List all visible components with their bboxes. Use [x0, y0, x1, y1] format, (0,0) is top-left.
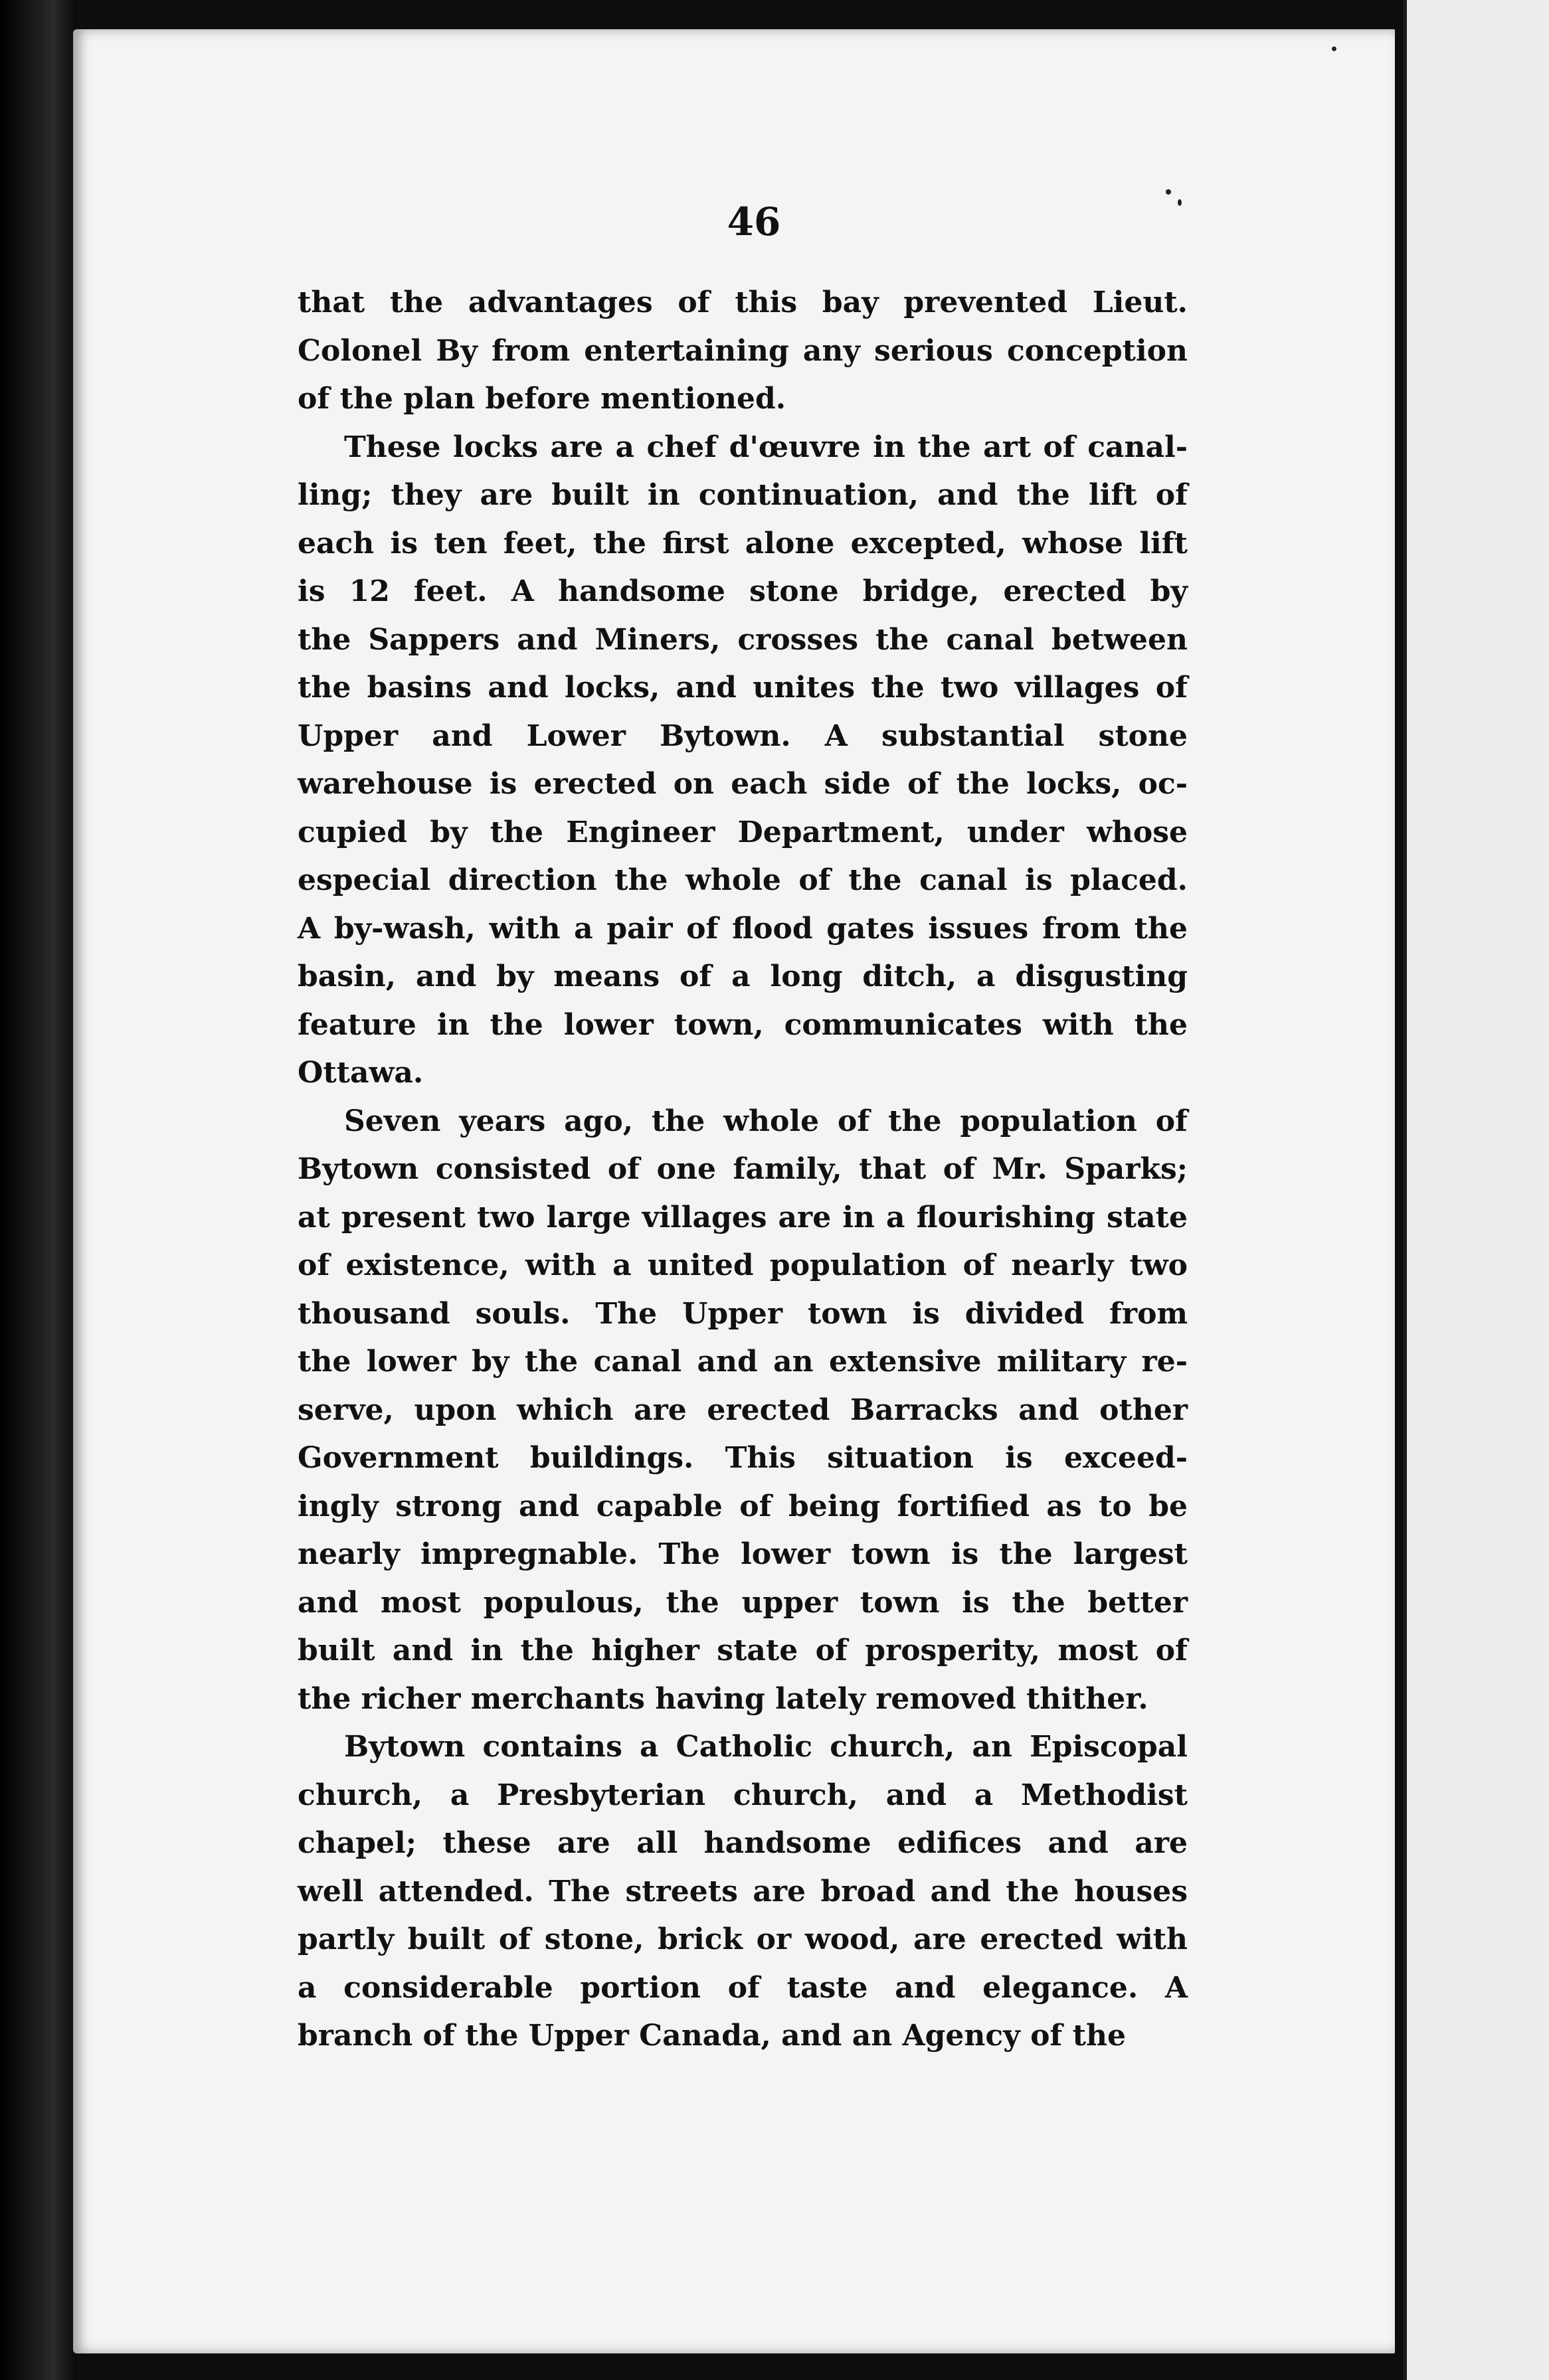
text-line: warehouse is erected on each side of the locks, oc-: [298, 767, 1188, 801]
paragraph: [298, 1723, 1188, 2061]
text-line: Colonel By from entertaining any serious conception: [298, 333, 1188, 368]
paragraph: [298, 424, 1188, 1098]
text-line: built and in the higher state of prosperity, most of: [298, 1634, 1188, 1667]
text-line: of the plan before mentioned.: [298, 382, 786, 416]
text-line: chapel; these are all handsome edifices and are: [298, 1826, 1188, 1860]
text-line: basin, and by means of a long ditch, a disgusting: [298, 960, 1188, 993]
text-line: Bytown consisted of one family, that of Mr. Sparks;: [298, 1152, 1188, 1186]
text-line: These locks are a chef d'œuvre in the art of canal-: [344, 430, 1188, 464]
text-line: Seven years ago, the whole of the population of: [344, 1104, 1188, 1138]
text-line: the lower by the canal and an extensive military re-: [298, 1345, 1188, 1379]
text-line: serve, upon which are erected Barracks and other: [298, 1393, 1188, 1427]
text-line: Ottawa.: [298, 1056, 424, 1090]
scan-speck: [1178, 199, 1182, 206]
scan-speck: [1166, 189, 1171, 195]
text-line: a considerable portion of taste and elegance. A: [298, 1970, 1188, 2005]
text-line: ingly strong and capable of being fortified as to be: [298, 1489, 1188, 1523]
text-line: A by-wash, with a pair of flood gates issues from the: [298, 911, 1188, 946]
text-line: Bytown contains a Catholic church, an Episcopal: [344, 1730, 1188, 1764]
text-line: ling; they are built in continuation, and the lift of: [298, 478, 1188, 512]
facing-page-edge: [1403, 0, 1549, 2380]
text-line: the basins and locks, and unites the two villages of: [298, 671, 1188, 705]
text-line: is 12 feet. A handsome stone bridge, erected by: [298, 574, 1188, 608]
paragraph: [298, 279, 1188, 424]
text-line: the richer merchants having lately removed thither.: [298, 1681, 1148, 1716]
text-line: nearly impregnable. The lower town is the largest: [298, 1537, 1188, 1571]
text-line: cupied by the Engineer Department, under whose: [298, 815, 1188, 849]
body-text: [298, 279, 1188, 2061]
text-line: the Sappers and Miners, crosses the canal between: [298, 622, 1188, 657]
paragraph: [298, 1098, 1188, 1724]
text-line: and most populous, the upper town is the better: [298, 1585, 1188, 1620]
scan-speck: [1332, 46, 1336, 51]
text-line: church, a Presbyterian church, and a Methodist: [298, 1778, 1188, 1812]
text-line: thousand souls. The Upper town is divided from: [298, 1296, 1188, 1331]
text-line: feature in the lower town, communicates with the: [298, 1007, 1188, 1042]
text-line: especial direction the whole of the canal is placed.: [298, 863, 1188, 897]
text-line: Government buildings. This situation is exceed-: [298, 1441, 1188, 1475]
text-line: each is ten feet, the first alone excepted, whose lift: [298, 526, 1188, 560]
text-line: that the advantages of this bay prevented Lieut.: [298, 286, 1188, 319]
page-number: 46: [727, 199, 781, 244]
text-line: of existence, with a united population of nearly two: [298, 1248, 1188, 1282]
book-binding-shadow: [0, 0, 76, 2380]
text-line: well attended. The streets are broad and the houses: [298, 1874, 1188, 1909]
text-line: Upper and Lower Bytown. A substantial stone: [298, 719, 1188, 753]
text-line: branch of the Upper Canada, and an Agency of the: [298, 2019, 1126, 2053]
text-line: at present two large villages are in a flourishing state: [298, 1200, 1188, 1234]
text-line: partly built of stone, brick or wood, are erected with: [298, 1922, 1188, 1956]
